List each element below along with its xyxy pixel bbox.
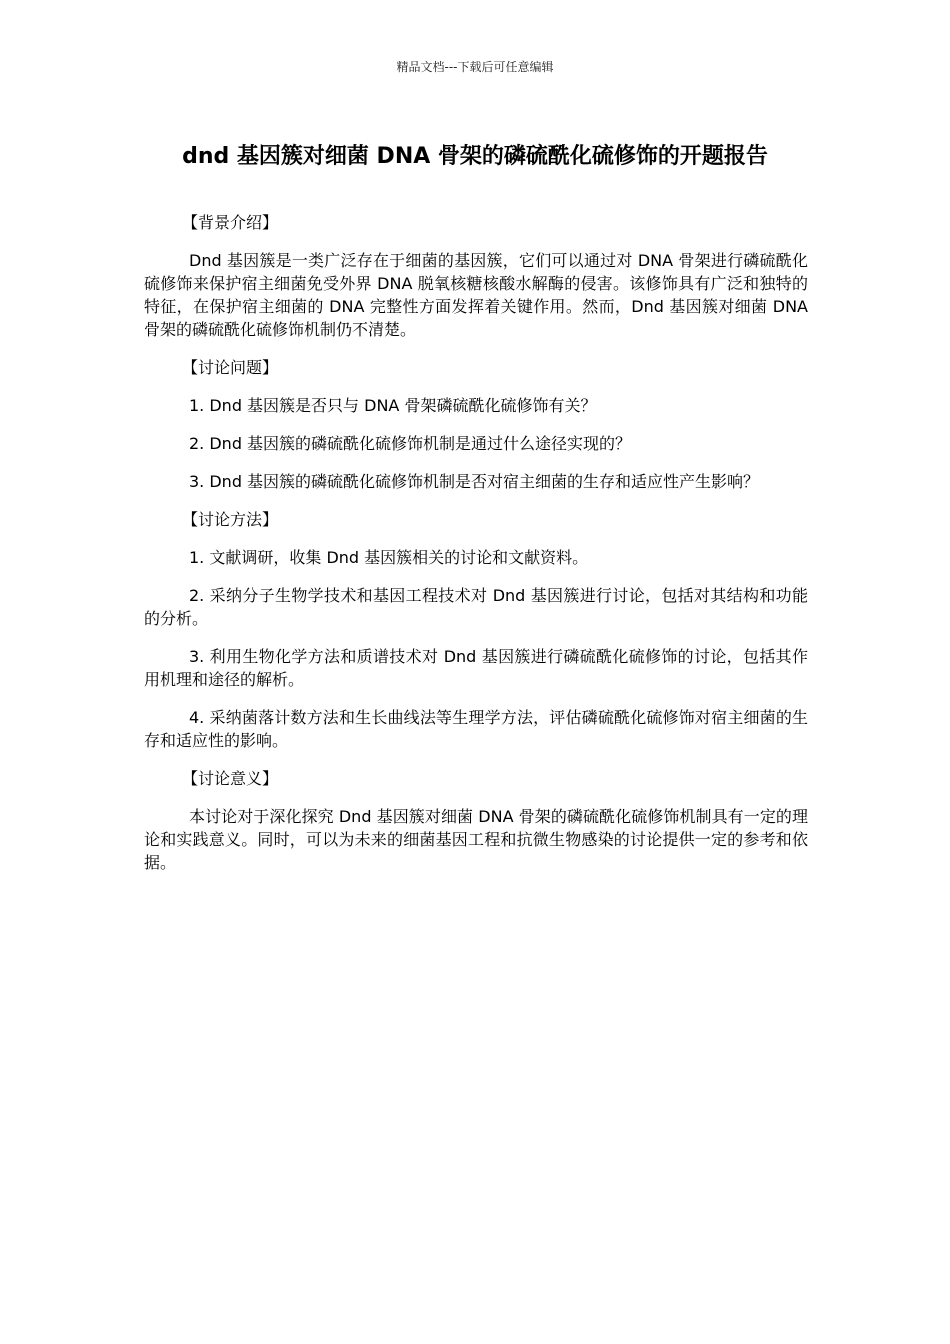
section-heading-questions: 【讨论问题】: [182, 358, 279, 377]
significance-paragraph: 本讨论对于深化探究 Dnd 基因簇对细菌 DNA 骨架的磷硫酰化硫修饰机制具有一定的理论和实践意义。同时，可以为未来的细菌基因工程和抗微生物感染的讨论提供一定的参考和依据。: [144, 807, 808, 872]
method-item: 1. 文献调研，收集 Dnd 基因簇相关的讨论和文献资料。: [189, 548, 589, 567]
method-item: 2. 采纳分子生物学技术和基因工程技术对 Dnd 基因簇进行讨论，包括对其结构和功能的分析。: [144, 586, 808, 628]
question-item: 2. Dnd 基因簇的磷硫酰化硫修饰机制是通过什么途径实现的？: [189, 434, 632, 453]
background-paragraph: Dnd 基因簇是一类广泛存在于细菌的基因簇，它们可以通过对 DNA 骨架进行磷硫酰化硫修饰来保护宿主细菌免受外界 DNA 脱氧核糖核酸水解酶的侵害。该修饰具有广泛和独特的特征，在保护宿主细菌的 DNA 完整性方面发挥着关键作用。然而，Dnd 基因簇对细菌 DNA 骨架的磷硫酰化硫修饰机制仍不清楚。: [144, 251, 808, 339]
section-heading-background: 【背景介绍】: [182, 213, 279, 232]
document-title: dnd 基因簇对细菌 DNA 骨架的磷硫酰化硫修饰的开题报告: [182, 144, 768, 169]
section-heading-significance: 【讨论意义】: [182, 769, 279, 788]
method-item: 3. 利用生物化学方法和质谱技术对 Dnd 基因簇进行磷硫酰化硫修饰的讨论，包括其作用机理和途径的解析。: [144, 647, 808, 689]
question-item: 3. Dnd 基因簇的磷硫酰化硫修饰机制是否对宿主细菌的生存和适应性产生影响？: [189, 472, 760, 491]
header-note: 精品文档---下载后可任意编辑: [396, 60, 554, 74]
document-body: [144, 211, 808, 889]
question-item: 1. Dnd 基因簇是否只与 DNA 骨架磷硫酰化硫修饰有关？: [189, 396, 597, 415]
section-heading-methods: 【讨论方法】: [182, 510, 279, 529]
method-item: 4. 采纳菌落计数方法和生长曲线法等生理学方法，评估磷硫酰化硫修饰对宿主细菌的生存和适应性的影响。: [144, 708, 808, 750]
